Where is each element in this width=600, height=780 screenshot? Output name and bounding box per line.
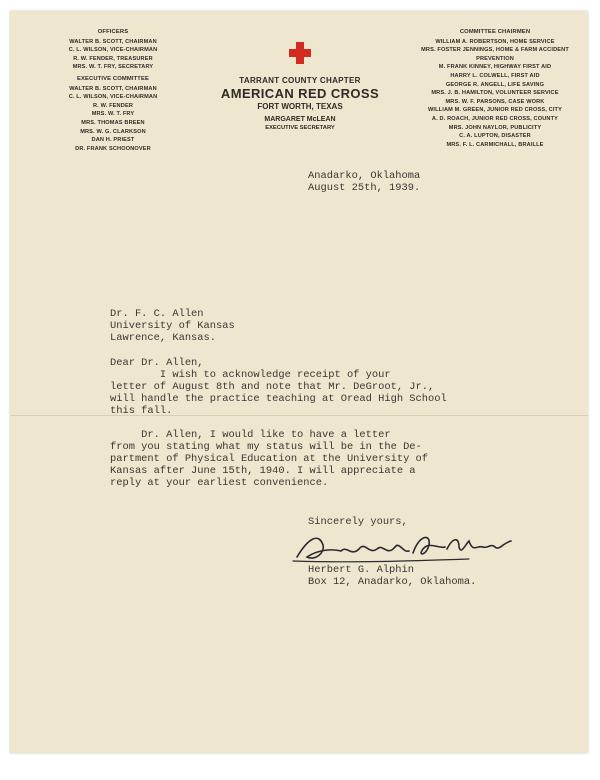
chairman-line: HARRY L. COLWELL, FIRST AID (450, 72, 540, 79)
dateline (308, 170, 420, 194)
executive-line: MRS. W. T. FRY (91, 111, 135, 118)
chairman-line: MRS. J. B. HAMILTON, VOLUNTEER SERVICE (431, 90, 559, 97)
executive-line: MRS. W. G. CLARKSON (80, 128, 146, 135)
chairman-line: MRS. W. F. PARSONS, CASE WORK (445, 98, 545, 105)
letterhead-center (205, 42, 395, 132)
officers-heading: OFFICERS (97, 29, 129, 35)
recipient-line: Dr. F. C. Allen (110, 308, 204, 320)
chairman-line: MRS. F. L. CARMICHALL, BRAILLE (446, 141, 544, 148)
closing: Sincerely yours, (308, 516, 408, 528)
recipient-line: Lawrence, Kansas. (110, 332, 217, 344)
signer-name: Herbert G. Alphin (308, 564, 415, 576)
red-cross-icon (289, 42, 311, 64)
body-line: Kansas after June 15th, 1940. I will appreciate a (110, 465, 416, 477)
officer-line: MRS. W. T. FRY, SECRETARY (72, 64, 154, 71)
letterhead-right-column (410, 28, 580, 149)
letter-body (110, 369, 447, 489)
date: August 25th, 1939. (308, 182, 421, 194)
body-line: partment of Physical Education at the University of (110, 453, 429, 465)
body-line: will handle the practice teaching at Oread High School (110, 393, 447, 405)
chairman-line: WILLIAM A. ROBERTSON, HOME SERVICE (435, 38, 555, 45)
chairman-line: A. D. ROACH, JUNIOR RED CROSS, COUNTY (431, 115, 559, 122)
executive-line: DAN H. PRIEST (91, 137, 135, 144)
body-line: from you stating what my status will be in the De- (110, 441, 422, 453)
chairman-line: GEORGE R. ANGELL, LIFE SAVING (445, 81, 545, 88)
signer-address: Box 12, Anadarko, Oklahoma. (308, 576, 477, 588)
body-line: letter of August 8th and note that Mr. DeGroot, Jr., (110, 381, 435, 393)
executive-line: R. W. FENDER (92, 102, 134, 109)
chairman-line: WILLIAM M. GREEN, JUNIOR RED CROSS, CITY (427, 107, 563, 114)
body-line (110, 417, 447, 429)
executive-committee-heading: EXECUTIVE COMMITTEE (76, 75, 150, 82)
officer-line: WALTER B. SCOTT, CHAIRMAN (69, 38, 157, 45)
officer-line: R. W. FENDER, TREASURER (73, 55, 153, 62)
executive-secretary-name: MARGARET McLEAN (264, 116, 336, 123)
salutation: Dear Dr. Allen, (110, 357, 204, 369)
executive-line: MRS. THOMAS BREEN (81, 119, 145, 126)
executive-line: C. L. WILSON, VICE-CHAIRMAN (68, 94, 158, 101)
organization-city: FORT WORTH, TEXAS (257, 102, 343, 111)
organization-name: AMERICAN RED CROSS (220, 86, 380, 101)
handwritten-signature (289, 527, 519, 567)
letterhead-left-column (56, 28, 170, 153)
executive-secretary-title: EXECUTIVE SECRETARY (265, 125, 335, 131)
body-line: reply at your earliest convenience. (110, 477, 329, 489)
chapter-name: TARRANT COUNTY CHAPTER (239, 76, 361, 85)
recipient-address (110, 308, 235, 344)
executive-line: WALTER B. SCOTT, CHAIRMAN (69, 85, 157, 92)
officer-line: C. L. WILSON, VICE-CHAIRMAN (68, 47, 158, 54)
body-line: Dr. Allen, I would like to have a letter (110, 429, 391, 441)
body-line: I wish to acknowledge receipt of your (110, 369, 391, 381)
date-place: Anadarko, Oklahoma (308, 170, 421, 182)
body-line: this fall. (110, 405, 173, 417)
chairman-line: M. FRANK KINNEY, HIGHWAY FIRST AID (438, 64, 552, 71)
chairman-line: C. A. LUPTON, DISASTER (459, 133, 531, 140)
recipient-line: University of Kansas (110, 320, 235, 332)
chairman-line: MRS. FOSTER JENNINGS, HOME & FARM ACCIDENT PREVENTION (421, 47, 569, 62)
chairman-line: MRS. JOHN NAYLOR, PUBLICITY (448, 124, 542, 131)
executive-line: DR. FRANK SCHOONOVER (75, 145, 151, 152)
signer-block (308, 564, 476, 588)
committee-chairmen-heading: COMMITTEE CHAIRMEN (459, 29, 531, 35)
